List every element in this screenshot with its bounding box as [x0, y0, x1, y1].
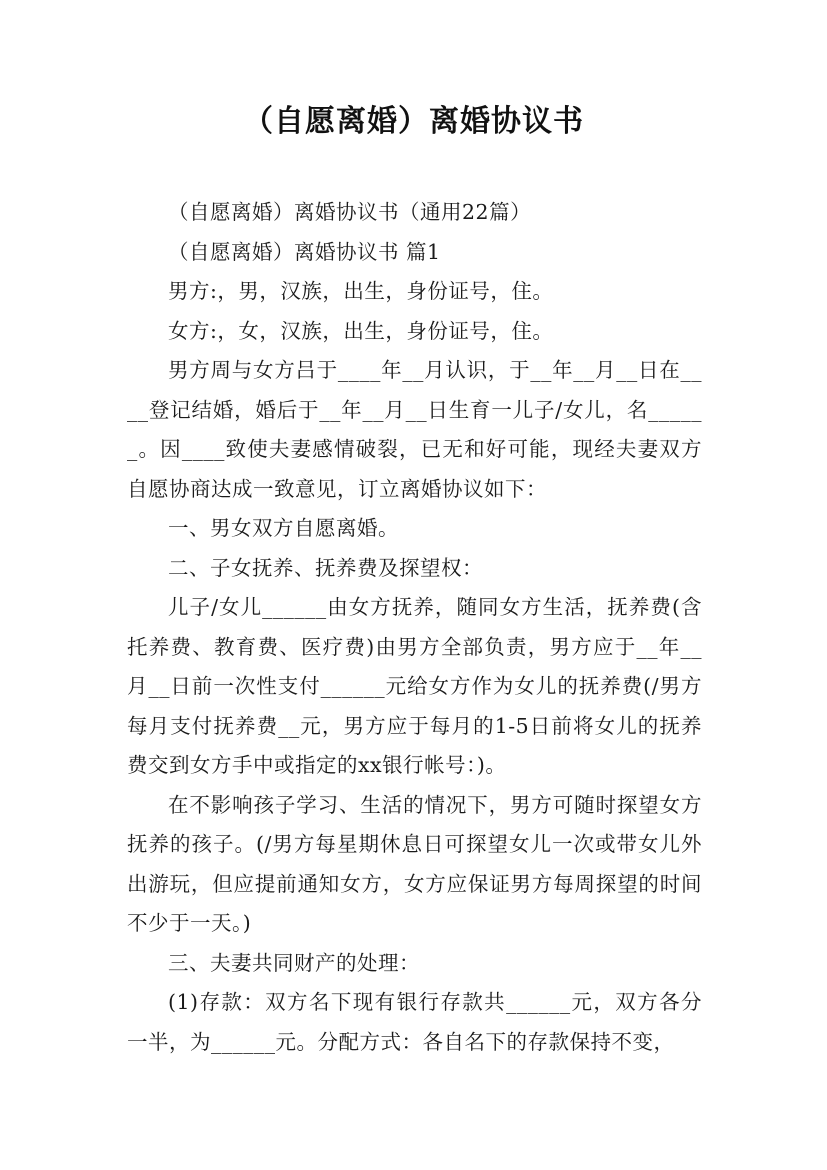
paragraph-child-support: 儿子/女儿______由女方抚养，随同女方生活，抚养费(含托养费、教育费、医疗费)由男方全部负责，男方应于__年__月__日前一次性支付______元给女方作为女儿的抚养费(/男方每月支付抚养费__元，男方应于每月的1-5日前将女儿的抚养费交到女方手中或指定的xx银行帐号：)。 [127, 595, 702, 777]
paragraph-male-party: 男方:，男，汉族，出生，身份证号，住。 [168, 279, 554, 303]
paragraph-section-title: （自愿离婚）离婚协议书 篇1 [168, 239, 441, 264]
document-body [127, 193, 702, 1062]
paragraph-heading: （自愿离婚）离婚协议书（通用22篇） [168, 200, 532, 224]
paragraph-visitation: 在不影响孩子学习、生活的情况下，男方可随时探望女方抚养的孩子。(/男方每星期休息日可探望女儿一次或带女儿外出游玩，但应提前通知女方，女方应保证男方每周探望的时间不少于一天。) [127, 792, 702, 935]
paragraph-marriage-background: 男方周与女方吕于____年__月认识，于__年__月__日在____登记结婚，婚后于__年__月__日生育一儿子/女儿，名______。因____致使夫妻感情破裂，已无和好可能，现经夫妻双方自愿协商达成一致意见，订立离婚协议如下： [127, 358, 702, 501]
paragraph-clause-2: 二、子女抚养、抚养费及探望权： [168, 555, 483, 580]
paragraph-clause-3: 三、夫妻共同财产的处理： [168, 950, 420, 975]
paragraph-clause-1: 一、男女双方自愿离婚。 [168, 516, 399, 540]
paragraph-deposits: (1)存款：双方名下现有银行存款共______元，双方各分一半，为______元。分配方式：各自名下的存款保持不变， [127, 990, 702, 1054]
paragraph-female-party: 女方:，女，汉族，出生，身份证号，住。 [168, 318, 554, 343]
document-title: （自愿离婚）离婚协议书 [243, 104, 584, 139]
